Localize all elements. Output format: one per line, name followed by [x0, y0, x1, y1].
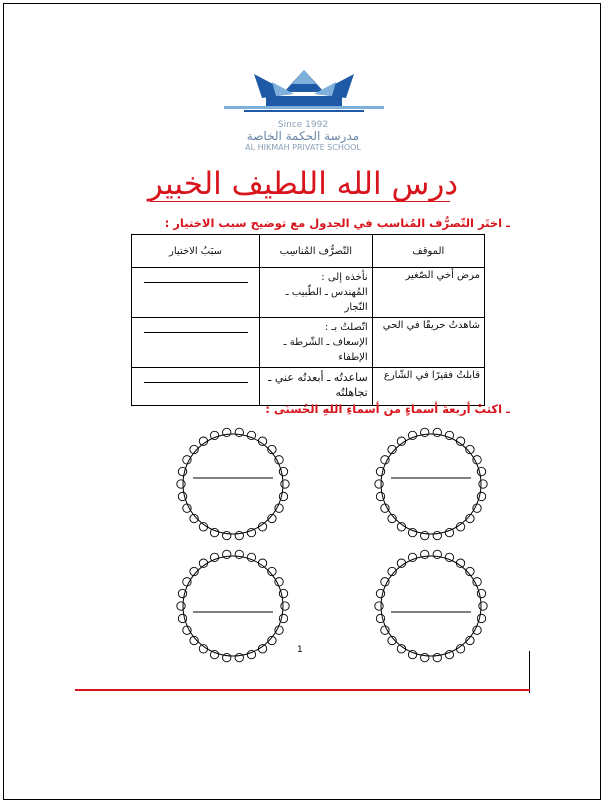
scallop-loop [247, 431, 255, 439]
scallop-loop [279, 492, 287, 500]
reason-cell[interactable] [132, 268, 260, 318]
scallop-loop [183, 578, 191, 586]
scallop-loop [235, 531, 243, 539]
header-situation: الموقف [372, 235, 484, 268]
action-cell [260, 268, 373, 318]
scallop-loop [375, 602, 383, 610]
scallop-loop [178, 589, 186, 597]
scallop-loop [408, 528, 416, 536]
scallop-loop [178, 614, 186, 622]
scallop-loop [477, 614, 485, 622]
scallop-loop [281, 602, 289, 610]
scallop-loop [183, 456, 191, 464]
action-prompt: اتّصلتُ بـ : [324, 322, 368, 333]
action-prompt: نأخذه إلى : [321, 272, 368, 283]
scallop-loop [421, 531, 429, 539]
scallop-loop [275, 626, 283, 634]
scallop-loop [223, 653, 231, 661]
situation-cell: شاهدتُ حريقًا في الحي [372, 318, 484, 368]
scallop-loop [223, 531, 231, 539]
scallop-loop [477, 492, 485, 500]
answer-line[interactable] [144, 332, 248, 333]
scallop-loop [445, 528, 453, 536]
scallop-loop [473, 504, 481, 512]
scallop-loop [210, 650, 218, 658]
table-row [132, 268, 485, 318]
scallop-loop [177, 480, 185, 488]
scallop-loop [433, 550, 441, 558]
action-options: ساعدتُه ـ أبعدتُه عني ـ [268, 371, 368, 384]
scallop-loop [247, 528, 255, 536]
title-underline [150, 201, 450, 202]
scallop-loop [275, 504, 283, 512]
answer-circle-bottom-right[interactable] [373, 548, 489, 664]
scallop-loop [247, 650, 255, 658]
answer-line[interactable] [144, 382, 248, 383]
scallop-loop [473, 456, 481, 464]
page-number: 1 [297, 645, 303, 655]
choices-table [131, 234, 485, 406]
scallop-loop [421, 653, 429, 661]
scallop-loop [433, 653, 441, 661]
reason-cell[interactable] [132, 368, 260, 406]
answer-line[interactable] [144, 282, 248, 283]
scallop-loop [477, 467, 485, 475]
page-title: درس الله اللطيف الخبير [147, 166, 459, 202]
scallop-loop [210, 553, 218, 561]
scallop-loop [473, 626, 481, 634]
answer-circle-top-right[interactable] [373, 426, 489, 542]
scallop-loop [375, 480, 383, 488]
action-cell [260, 368, 373, 406]
scallop-loop [381, 626, 389, 634]
reason-cell[interactable] [132, 318, 260, 368]
scallop-loop [223, 550, 231, 558]
scallop-loop [433, 531, 441, 539]
scallop-loop [381, 578, 389, 586]
scallop-loop [210, 528, 218, 536]
scallop-loop [376, 492, 384, 500]
action-options: تجاهلتُه [335, 386, 368, 399]
scallop-loop [477, 589, 485, 597]
table-row [132, 368, 485, 406]
footer-line [75, 689, 530, 691]
logo-english-name: AL HIKMAH PRIVATE SCHOOL [245, 143, 361, 152]
scallop-loop [183, 504, 191, 512]
scallop-loop [408, 650, 416, 658]
logo-since: Since 1992 [277, 120, 329, 130]
scallop-loop [408, 553, 416, 561]
scallop-loop [275, 456, 283, 464]
scallop-loop [479, 480, 487, 488]
scallop-loop [445, 650, 453, 658]
header-action: التّصرُّف المُناسِب [260, 235, 373, 268]
scallop-loop [235, 550, 243, 558]
scallop-loop [473, 578, 481, 586]
scallop-loop [178, 492, 186, 500]
scallop-loop [445, 553, 453, 561]
scallop-loop [183, 626, 191, 634]
scallop-loop [177, 602, 185, 610]
scallop-loop [281, 480, 289, 488]
scallop-loop [376, 589, 384, 597]
scallop-loop [376, 467, 384, 475]
scallop-loop [479, 602, 487, 610]
scallop-loop [376, 614, 384, 622]
scallop-loop [381, 456, 389, 464]
scallop-loop [247, 553, 255, 561]
scallop-loop [445, 431, 453, 439]
scallop-loop [223, 428, 231, 436]
scallop-loop [210, 431, 218, 439]
footer-tick [529, 651, 530, 693]
scallop-loop [279, 467, 287, 475]
instruction-names: ـ اكتبْ أربعةَ أسماءٍ من أسماءِ اللهِ الحُسنَى : [265, 402, 510, 416]
table-header-row [132, 235, 485, 268]
scallop-loop [381, 504, 389, 512]
scallop-loop [235, 428, 243, 436]
scallop-loop [421, 550, 429, 558]
logo-text [210, 120, 396, 153]
instruction-table: ـ اختَر التّصرُّف المُناسب في الجدول مع توضيح سبب الاختيار : [164, 216, 510, 230]
header-reason: سبَبُ الاختيار [132, 235, 260, 268]
situation-cell: قابلتُ فقيرًا في الشّارع [372, 368, 484, 406]
scallop-loop [275, 578, 283, 586]
action-options: المُهندس ـ الطّبيب ـ النّجار [285, 287, 368, 313]
scallop-loop [235, 653, 243, 661]
logo-arabic-name: مدرسة الحكمة الخاصة [246, 129, 360, 143]
answer-circle-bottom-left[interactable] [175, 548, 291, 664]
scallop-loop [279, 614, 287, 622]
scallop-loop [421, 428, 429, 436]
scallop-loop [279, 589, 287, 597]
scallop-loop [408, 431, 416, 439]
table-row [132, 318, 485, 368]
situation-cell: مرض أخي الصّغير [372, 268, 484, 318]
scallop-loop [433, 428, 441, 436]
action-cell [260, 318, 373, 368]
answer-circle-top-left[interactable] [175, 426, 291, 542]
action-options: الإسعاف ـ الشّرطة ـ الإطفاء [283, 337, 368, 363]
scallop-loop [178, 467, 186, 475]
